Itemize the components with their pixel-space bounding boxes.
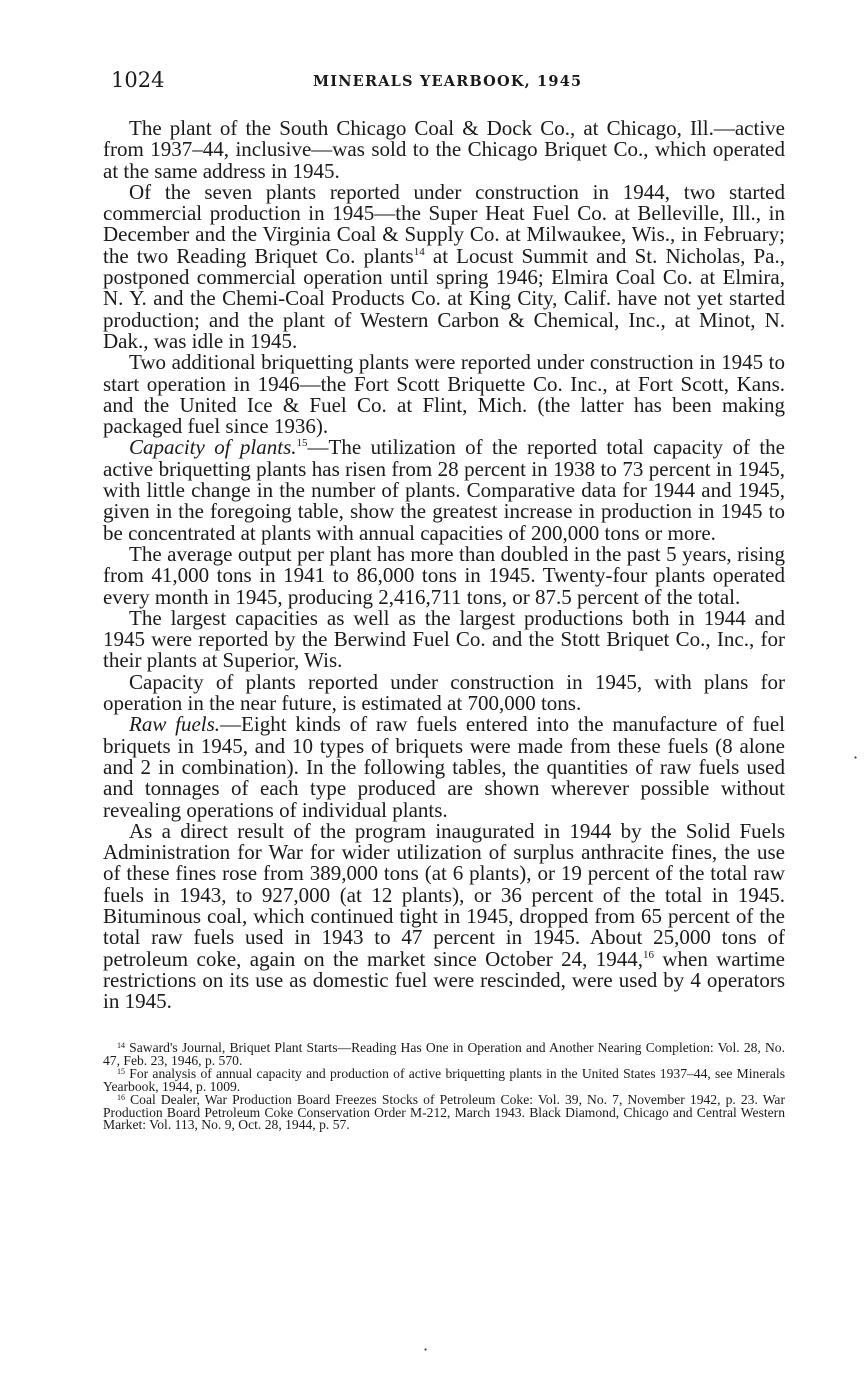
section-heading: Raw fuels. xyxy=(129,712,221,737)
footnotes xyxy=(103,1042,785,1131)
paragraph: Raw fuels.—Eight kinds of raw fuels entered into the manufacture of fuel briquets in 1945, and 10 types of briquets were made from these fuels (8 alone and 2 in combination). In the following tables, the quantities of raw fuels used and tonnages of each type produced are shown wherever possible without revealing operations of individual plants. xyxy=(103,712,785,822)
paragraph: The plant of the South Chicago Coal & Dock Co., at Chicago, Ill.—active from 1937–44, inclusive—was sold to the Chicago Briquet Co., which operated at the same address in 1945. xyxy=(103,116,785,183)
paragraph: As a direct result of the program inaugurated in 1944 by the Solid Fuels Administration for War for wider utilization of surplus anthracite fines, the use of these fines rose from 389,000 tons (at 6 plants), or 19 percent of the total raw fuels in 1943, to 927,000 (at 12 plants), or 36 percent of the total in 1945. Bituminous coal, which continued tight in 1945, dropped from 65 percent of the total raw fuels used in 1943 to 47 percent in 1945. About 25,000 tons of petroleum coke, again on the market since October 24, 1944,16 when wartime restrictions on its use as domestic fuel were rescinded, were used by 4 operators in 1945. xyxy=(103,818,785,1014)
paragraph: Of the seven plants reported under construction in 1944, two started commercial production in 1945—the Super Heat Fuel Co. at Belleville, Ill., in December and the Virginia Coal & Supply Co. at Milwaukee, Wis., in February; the two Reading Briquet Co. plants$^{14}$ at Locust Summit and St. Nicholas, Pa., postponed commercial operation until spring 1946; Elmira Coal Co. at Elmira, N. Y. and the Chemi-Coal Products Co. at King City, Calif. have not yet started production; and the plant of Western Carbon & Chemical, Inc., at Minot, N. Dak., was idle in 1945. xyxy=(103,179,786,353)
body-text xyxy=(103,118,785,1012)
footnote-ref: 14 xyxy=(413,245,425,258)
footnote-ref: 15 xyxy=(296,437,308,450)
paragraph: Two additional briquetting plants were reported under construction in 1945 to start operation in 1946—the Fort Scott Briquette Co. Inc., at Fort Scott, Kans. and the United Ice & Fuel Co. at Flint, Mich. (the latter has been making packaged fuel since 1936). xyxy=(103,350,785,439)
section-heading: Capacity of plants. xyxy=(129,435,297,460)
document-page xyxy=(103,68,785,1132)
scan-speck: · xyxy=(853,748,859,767)
paragraph: Capacity of plants reported under construction in 1945, with plans for operation in the near future, is estimated at 700,000 tons. xyxy=(103,669,785,716)
running-head: MINERALS YEARBOOK, 1945 xyxy=(313,73,583,90)
paragraph: Capacity of plants.$^{15}$—The utilization of the reported total capacity of the active briquetting plants has risen from 28 percent in 1938 to 73 percent in 1945, with little change in the number of plants. Comparative data for 1944 and 1945, given in the foregoing table, show the greatest increase in production in 1945 to be concentrated at plants with annual capacities of 200,000 tons or more. xyxy=(103,435,785,545)
footnote: $^{14}$ Saward's Journal, Briquet Plant Starts—Reading Has One in Operation and Another Nearing Completion: Vol. 28, No. 47, Feb. 23, 1946, p. 570. xyxy=(103,1040,785,1068)
paragraph: The largest capacities as well as the largest productions both in 1944 and 1945 were reported by the Berwind Fuel Co. and the Stott Briquet Co., Inc., for their plants at Superior, Wis. xyxy=(103,605,785,673)
page-number: 1024 xyxy=(111,68,165,92)
scan-speck: · xyxy=(423,1340,429,1359)
page-header xyxy=(103,68,785,96)
paragraph: The average output per plant has more than doubled in the past 5 years, rising from 41,000 tons in 1941 to 86,000 tons in 1945. Twenty-four plants operated every month in 1945, producing 2,416,711 tons, or 87.5 percent of the total. xyxy=(103,541,785,609)
footnote: $^{16}$ Coal Dealer, War Production Board Freezes Stocks of Petroleum Coke: Vol. 39, No. 7, November 1942, p. 23. War Production Board Petroleum Coke Conservation Order M-212, March 1943. Black Diamond, Chicago and Central Western Market: Vol. 113, No. 9, Oct. 28, 1944, p. 57. xyxy=(103,1092,785,1132)
footnote: $^{15}$ For analysis of annual capacity and production of active briquetting plants in the United States 1937–44, see Minerals Yearbook, 1944, p. 1009. xyxy=(103,1066,785,1094)
footnote-ref: 16 xyxy=(642,948,654,961)
